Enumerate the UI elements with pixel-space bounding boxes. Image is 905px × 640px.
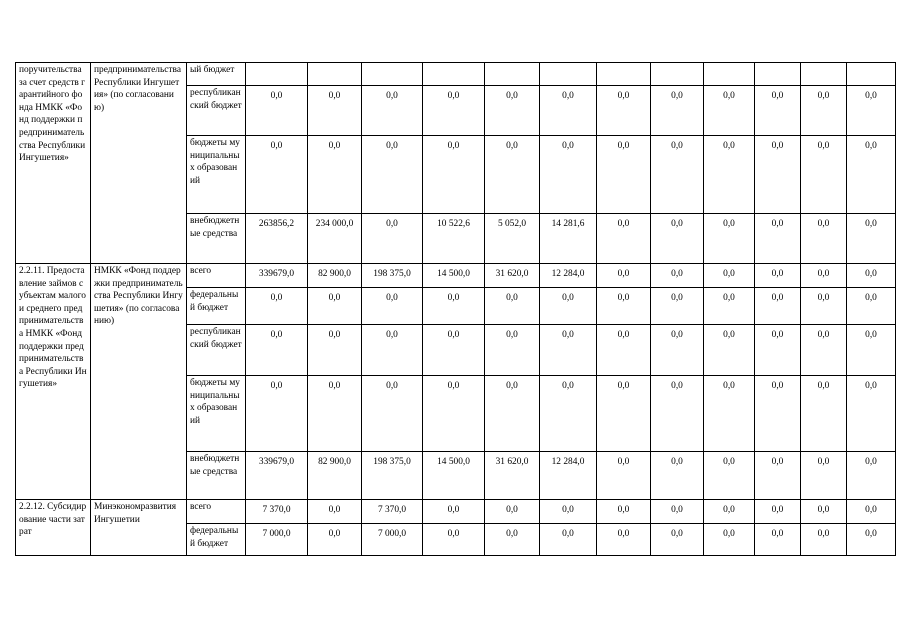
amount-cell: 0,0 [651,524,704,556]
amount-cell: 0,0 [801,376,847,452]
amount-cell [540,63,597,86]
funding-source-cell: республиканский бюджет [187,325,246,376]
measure-name-cell: поручительства за счет средств гарантийного фонда НМКК «Фонд поддержки предпринимательства Республики Ингушетия» [16,63,91,264]
amount-cell: 0,0 [246,288,308,325]
amount-cell: 7 000,0 [362,524,423,556]
funding-source-cell: федеральный бюджет [187,524,246,556]
amount-cell: 0,0 [485,86,540,136]
amount-cell: 0,0 [423,376,485,452]
amount-cell [423,63,485,86]
table-row [16,63,896,86]
amount-cell: 0,0 [597,452,651,500]
amount-cell: 12 284,0 [540,452,597,500]
amount-cell [801,63,847,86]
amount-cell: 0,0 [847,524,896,556]
amount-cell: 0,0 [801,264,847,288]
amount-cell: 0,0 [362,214,423,264]
amount-cell: 0,0 [801,136,847,214]
funding-source-cell: всего [187,264,246,288]
amount-cell: 0,0 [362,86,423,136]
amount-cell: 0,0 [847,500,896,524]
amount-cell: 0,0 [485,136,540,214]
amount-cell: 0,0 [704,500,755,524]
amount-cell: 0,0 [597,136,651,214]
amount-cell: 0,0 [755,500,801,524]
amount-cell: 0,0 [801,325,847,376]
amount-cell: 0,0 [651,325,704,376]
amount-cell: 263856,2 [246,214,308,264]
amount-cell: 0,0 [755,376,801,452]
amount-cell: 0,0 [801,86,847,136]
amount-cell: 0,0 [423,524,485,556]
amount-cell [246,63,308,86]
amount-cell: 0,0 [540,325,597,376]
budget-table [15,62,896,556]
table-row [16,264,896,288]
amount-cell: 0,0 [423,325,485,376]
amount-cell: 0,0 [308,325,362,376]
amount-cell: 0,0 [847,86,896,136]
amount-cell: 0,0 [597,86,651,136]
amount-cell: 0,0 [847,136,896,214]
amount-cell: 0,0 [801,524,847,556]
amount-cell: 14 281,6 [540,214,597,264]
amount-cell: 0,0 [308,136,362,214]
amount-cell: 0,0 [651,500,704,524]
amount-cell: 0,0 [704,86,755,136]
amount-cell [755,63,801,86]
funding-source-cell: ый бюджет [187,63,246,86]
amount-cell: 339679,0 [246,452,308,500]
amount-cell: 0,0 [755,325,801,376]
amount-cell: 7 000,0 [246,524,308,556]
amount-cell: 0,0 [801,288,847,325]
funding-source-cell: федеральный бюджет [187,288,246,325]
amount-cell: 0,0 [308,500,362,524]
amount-cell: 0,0 [308,376,362,452]
amount-cell: 0,0 [801,500,847,524]
amount-cell: 0,0 [651,86,704,136]
amount-cell: 0,0 [847,214,896,264]
amount-cell: 12 284,0 [540,264,597,288]
amount-cell: 0,0 [423,500,485,524]
amount-cell: 0,0 [540,376,597,452]
amount-cell [485,63,540,86]
amount-cell: 0,0 [246,325,308,376]
amount-cell: 0,0 [597,264,651,288]
amount-cell: 82 900,0 [308,452,362,500]
amount-cell: 0,0 [651,376,704,452]
amount-cell: 0,0 [704,288,755,325]
amount-cell: 0,0 [755,452,801,500]
amount-cell: 0,0 [847,376,896,452]
amount-cell: 0,0 [755,264,801,288]
amount-cell: 7 370,0 [246,500,308,524]
amount-cell: 0,0 [704,136,755,214]
amount-cell: 0,0 [362,136,423,214]
amount-cell: 0,0 [651,214,704,264]
amount-cell: 0,0 [423,136,485,214]
amount-cell: 0,0 [540,500,597,524]
amount-cell: 0,0 [847,288,896,325]
amount-cell: 5 052,0 [485,214,540,264]
amount-cell: 0,0 [246,376,308,452]
amount-cell: 0,0 [755,214,801,264]
amount-cell: 0,0 [847,325,896,376]
amount-cell: 0,0 [597,214,651,264]
amount-cell: 0,0 [801,214,847,264]
amount-cell: 0,0 [423,86,485,136]
amount-cell: 198 375,0 [362,264,423,288]
executor-cell: НМКК «Фонд поддержки предпринимательства Республики Ингушетия» (по согласованию) [91,264,187,500]
amount-cell: 0,0 [540,136,597,214]
amount-cell: 0,0 [704,214,755,264]
amount-cell [847,63,896,86]
amount-cell: 0,0 [755,288,801,325]
amount-cell: 0,0 [485,524,540,556]
amount-cell: 0,0 [485,288,540,325]
executor-cell: Минэкономразвития Ингушетии [91,500,187,556]
amount-cell: 0,0 [801,452,847,500]
amount-cell: 0,0 [651,136,704,214]
amount-cell: 0,0 [246,136,308,214]
amount-cell: 0,0 [597,376,651,452]
funding-source-cell: всего [187,500,246,524]
amount-cell: 0,0 [597,288,651,325]
amount-cell: 0,0 [485,376,540,452]
amount-cell: 0,0 [651,452,704,500]
amount-cell: 0,0 [540,86,597,136]
amount-cell: 0,0 [755,86,801,136]
amount-cell: 0,0 [362,288,423,325]
table-body [16,63,896,556]
measure-name-cell: 2.2.12. Субсидирование части затрат [16,500,91,556]
funding-source-cell: бюджеты муниципальных образований [187,376,246,452]
executor-cell: предпринимательства Республики Ингушетия» (по согласованию) [91,63,187,264]
amount-cell: 0,0 [540,288,597,325]
measure-name-cell: 2.2.11. Предоставление займов субъектам малого и среднего предпринимательства НМКК «Фонд поддержки предпринимательства Республики Ингушетия» [16,264,91,500]
amount-cell: 10 522,6 [423,214,485,264]
amount-cell: 31 620,0 [485,264,540,288]
funding-source-cell: внебюджетные средства [187,214,246,264]
amount-cell [308,63,362,86]
funding-source-cell: внебюджетные средства [187,452,246,500]
amount-cell: 0,0 [597,500,651,524]
amount-cell: 82 900,0 [308,264,362,288]
amount-cell: 0,0 [847,264,896,288]
amount-cell: 0,0 [308,86,362,136]
amount-cell: 0,0 [704,325,755,376]
amount-cell: 7 370,0 [362,500,423,524]
amount-cell: 0,0 [246,86,308,136]
amount-cell: 0,0 [755,136,801,214]
amount-cell: 0,0 [308,288,362,325]
amount-cell: 339679,0 [246,264,308,288]
amount-cell [597,63,651,86]
amount-cell: 31 620,0 [485,452,540,500]
amount-cell: 234 000,0 [308,214,362,264]
funding-source-cell: республиканский бюджет [187,86,246,136]
amount-cell: 0,0 [362,376,423,452]
amount-cell: 0,0 [597,325,651,376]
amount-cell: 0,0 [597,524,651,556]
amount-cell: 0,0 [423,288,485,325]
amount-cell: 0,0 [485,325,540,376]
amount-cell: 0,0 [704,376,755,452]
amount-cell [704,63,755,86]
amount-cell: 0,0 [308,524,362,556]
amount-cell: 0,0 [651,264,704,288]
amount-cell: 198 375,0 [362,452,423,500]
amount-cell: 0,0 [847,452,896,500]
table-row [16,500,896,524]
funding-source-cell: бюджеты муниципальных образований [187,136,246,214]
amount-cell: 0,0 [540,524,597,556]
amount-cell: 0,0 [362,325,423,376]
amount-cell: 0,0 [755,524,801,556]
amount-cell [362,63,423,86]
amount-cell: 0,0 [485,500,540,524]
amount-cell: 0,0 [704,264,755,288]
amount-cell [651,63,704,86]
amount-cell: 14 500,0 [423,264,485,288]
amount-cell: 0,0 [651,288,704,325]
amount-cell: 14 500,0 [423,452,485,500]
amount-cell: 0,0 [704,452,755,500]
amount-cell: 0,0 [704,524,755,556]
